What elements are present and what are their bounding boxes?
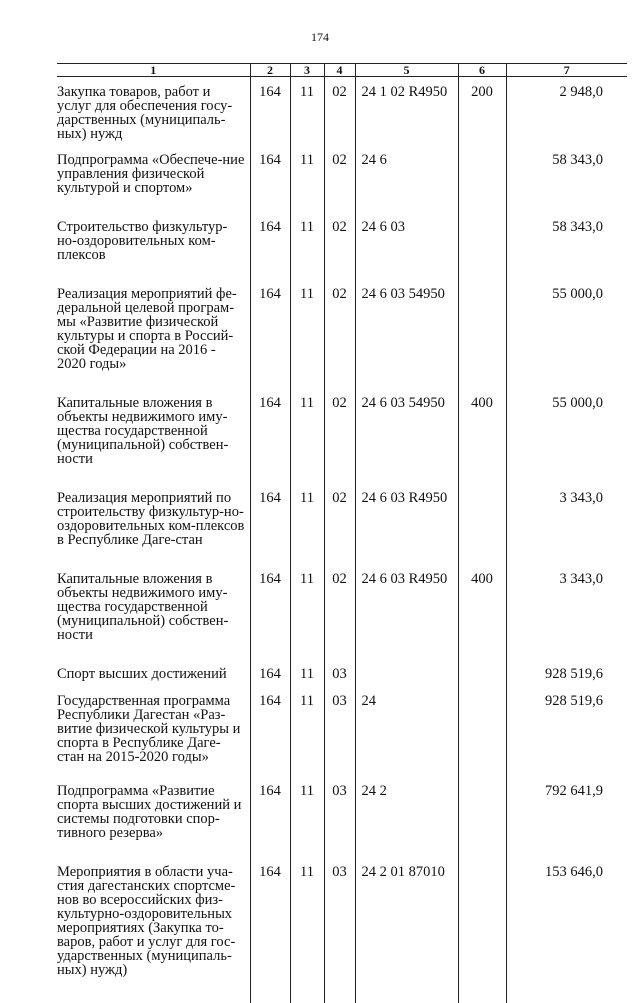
code-subsection: 02	[324, 212, 355, 279]
code-section: 11	[290, 659, 324, 686]
code-subsection: 02	[324, 279, 355, 388]
code-target	[355, 659, 458, 686]
code-target: 24 6 03 54950	[355, 279, 458, 388]
column-header: 6	[458, 64, 506, 77]
amount: 3 343,0	[506, 564, 627, 659]
code-expense-type	[458, 686, 506, 776]
code-ministry: 164	[250, 388, 290, 483]
code-target: 24 6 03 R4950	[355, 483, 458, 564]
code-subsection: 03	[324, 659, 355, 686]
row-name: Реализация мероприятий фе-деральной целевой програм-мы «Развитие физической культуры и спорта в Россий-ской Федерации на 2016 - 2020 годы»	[57, 279, 250, 388]
code-subsection: 03	[324, 857, 355, 1003]
code-ministry: 164	[250, 77, 290, 146]
code-target: 24	[355, 686, 458, 776]
column-header: 3	[290, 64, 324, 77]
code-section: 11	[290, 77, 324, 146]
table-row	[57, 279, 627, 388]
code-expense-type	[458, 776, 506, 857]
table-row	[57, 564, 627, 659]
code-ministry: 164	[250, 564, 290, 659]
row-name: Капитальные вложения в объекты недвижимого иму-щества государственной (муниципальной) собствен-ности	[57, 388, 250, 483]
code-expense-type: 400	[458, 388, 506, 483]
amount: 55 000,0	[506, 279, 627, 388]
column-header: 7	[506, 64, 627, 77]
code-expense-type	[458, 483, 506, 564]
code-subsection: 02	[324, 483, 355, 564]
code-target: 24 2 01 87010	[355, 857, 458, 1003]
column-header: 4	[324, 64, 355, 77]
code-ministry: 164	[250, 483, 290, 564]
amount: 792 641,9	[506, 776, 627, 857]
row-name: Капитальные вложения в объекты недвижимого иму-щества государственной (муниципальной) собствен-ности	[57, 564, 250, 659]
code-target: 24 6 03	[355, 212, 458, 279]
column-header: 5	[355, 64, 458, 77]
table-body	[57, 77, 627, 1003]
code-subsection: 02	[324, 145, 355, 212]
page-number: 174	[0, 30, 640, 45]
code-subsection: 02	[324, 564, 355, 659]
table-row	[57, 659, 627, 686]
amount: 3 343,0	[506, 483, 627, 564]
table-row	[57, 212, 627, 279]
column-header: 1	[57, 64, 250, 77]
code-subsection: 02	[324, 77, 355, 146]
code-subsection: 02	[324, 388, 355, 483]
row-name: Строительство физкультур-но-оздоровительных ком-плексов	[57, 212, 250, 279]
table-row	[57, 483, 627, 564]
table-row	[57, 776, 627, 857]
code-ministry: 164	[250, 212, 290, 279]
row-name: Спорт высших достижений	[57, 659, 250, 686]
code-ministry: 164	[250, 279, 290, 388]
code-ministry: 164	[250, 145, 290, 212]
code-target: 24 6 03 R4950	[355, 564, 458, 659]
amount: 58 343,0	[506, 145, 627, 212]
row-name: Закупка товаров, работ и услуг для обеспечения госу-дарственных (муниципаль-ных) нужд	[57, 77, 250, 146]
code-section: 11	[290, 564, 324, 659]
code-section: 11	[290, 483, 324, 564]
code-section: 11	[290, 388, 324, 483]
code-ministry: 164	[250, 857, 290, 1003]
amount: 2 948,0	[506, 77, 627, 146]
row-name: Мероприятия в области уча-стия дагестанских спортсме-нов во всероссийских физ-культурно-оздоровительных мероприятиях (Закупка то-варов, работ и услуг для гос-ударственных (муниципаль-ных) нужд)	[57, 857, 250, 1003]
table-header-row	[57, 64, 627, 77]
amount: 58 343,0	[506, 212, 627, 279]
code-expense-type	[458, 659, 506, 686]
code-section: 11	[290, 212, 324, 279]
code-expense-type	[458, 212, 506, 279]
code-expense-type	[458, 279, 506, 388]
code-target: 24 6 03 54950	[355, 388, 458, 483]
row-name: Государственная программа Республики Дагестан «Раз-витие физической культуры и спорта в Республике Даге-стан на 2015-2020 годы»	[57, 686, 250, 776]
code-ministry: 164	[250, 776, 290, 857]
code-ministry: 164	[250, 659, 290, 686]
code-target: 24 1 02 R4950	[355, 77, 458, 146]
table-row	[57, 686, 627, 776]
code-subsection: 03	[324, 686, 355, 776]
table-row	[57, 857, 627, 1003]
budget-table	[57, 63, 627, 1003]
code-ministry: 164	[250, 686, 290, 776]
code-expense-type: 200	[458, 77, 506, 146]
column-header: 2	[250, 64, 290, 77]
code-section: 11	[290, 686, 324, 776]
table-row	[57, 145, 627, 212]
amount: 928 519,6	[506, 686, 627, 776]
amount: 928 519,6	[506, 659, 627, 686]
code-subsection: 03	[324, 776, 355, 857]
code-target: 24 2	[355, 776, 458, 857]
code-target: 24 6	[355, 145, 458, 212]
amount: 55 000,0	[506, 388, 627, 483]
code-expense-type	[458, 857, 506, 1003]
row-name: Подпрограмма «Развитие спорта высших достижений и системы подготовки спор-тивного резерва»	[57, 776, 250, 857]
code-section: 11	[290, 279, 324, 388]
code-section: 11	[290, 776, 324, 857]
code-expense-type: 400	[458, 564, 506, 659]
code-section: 11	[290, 145, 324, 212]
amount: 153 646,0	[506, 857, 627, 1003]
row-name: Реализация мероприятий по строительству физкультур-но-оздоровительных ком-плексов в Республике Даге-стан	[57, 483, 250, 564]
code-section: 11	[290, 857, 324, 1003]
table-row	[57, 388, 627, 483]
row-name: Подпрограмма «Обеспече-ние управления физической культурой и спортом»	[57, 145, 250, 212]
code-expense-type	[458, 145, 506, 212]
table-row	[57, 77, 627, 146]
